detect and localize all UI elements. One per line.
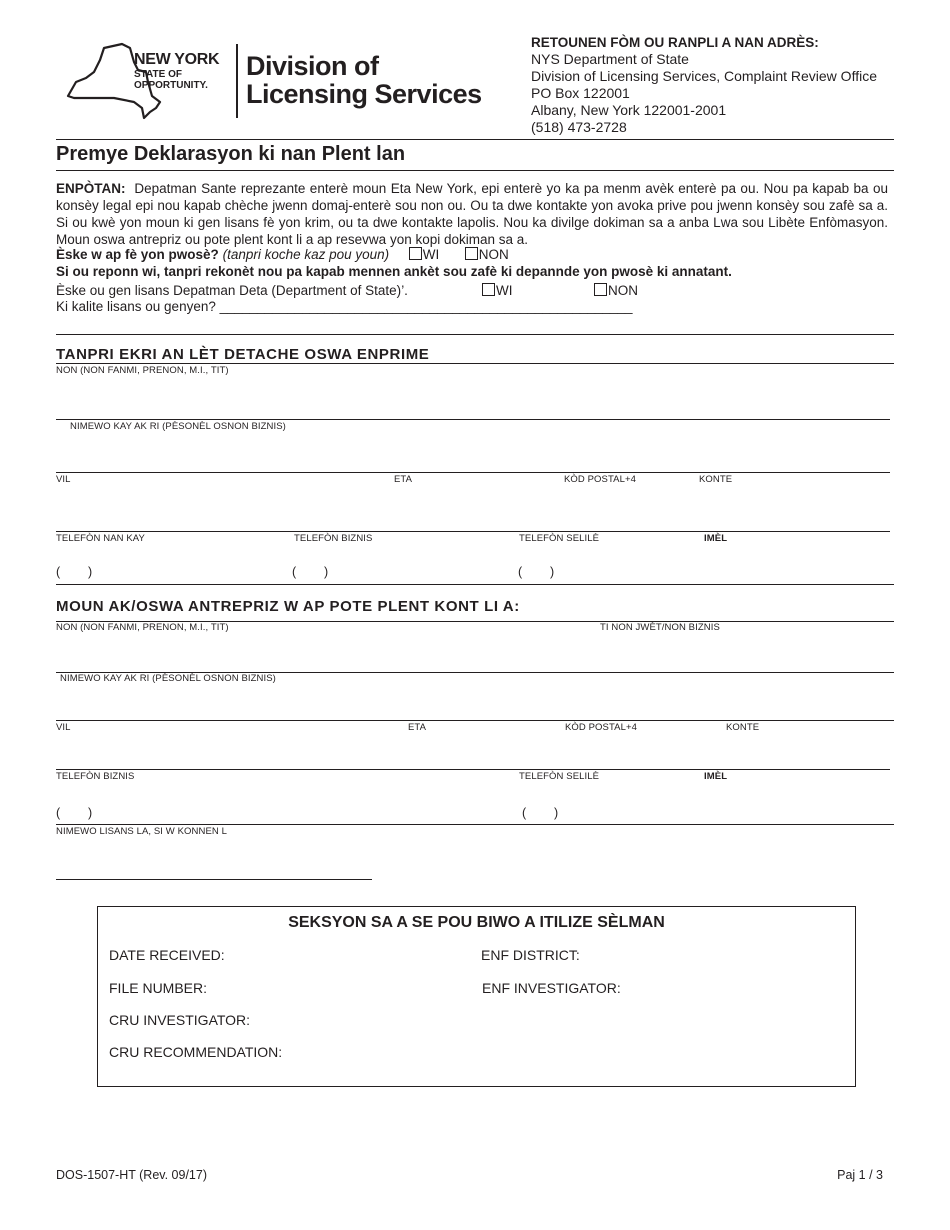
checkbox-icon <box>482 283 495 296</box>
respondent-city-input[interactable] <box>56 735 401 768</box>
license-yes-label: WI <box>496 283 513 298</box>
respondent-license-input[interactable] <box>56 840 372 878</box>
cru-recommendation-label: CRU RECOMMENDATION: <box>109 1044 283 1060</box>
complainant-zip-input[interactable] <box>564 487 694 530</box>
return-address-line4: Albany, New York 122001-2001 <box>531 102 727 118</box>
license-question-label: Èske ou gen lisans Depatman Deta (Department of State) <box>56 283 402 298</box>
respondent-state-input[interactable] <box>408 735 558 768</box>
complainant-email-input[interactable] <box>704 548 890 583</box>
respondent-business-phone-label: TELEFÒN BIZNIS <box>56 771 135 782</box>
complainant-business-phone-label: TELEFÒN BIZNIS <box>294 533 373 544</box>
return-address-line3: PO Box 122001 <box>531 85 630 101</box>
complainant-home-phone-label: TELEFÒN NAN KAY <box>56 533 145 544</box>
complainant-name-input[interactable] <box>56 378 890 418</box>
title-rule <box>56 170 894 171</box>
respondent-address-line <box>56 720 894 721</box>
respondent-cell-phone-input[interactable]: ( ) <box>522 806 559 820</box>
respondent-county-input[interactable] <box>726 735 890 768</box>
header-rule <box>56 139 894 140</box>
form-title: Premye Deklarasyon ki nan Plent lan <box>56 143 406 165</box>
license-question-suffix: ’. <box>401 283 408 298</box>
notice-label: ENPÒTAN: <box>56 181 126 196</box>
respondent-county-label: KONTE <box>726 722 760 733</box>
complainant-phone-line <box>56 584 894 585</box>
complainant-section-title: TANPRI EKRI AN LÈT DETACHE OSWA ENPRIME <box>56 346 430 363</box>
complainant-cell-phone-input[interactable]: ( ) <box>518 565 555 579</box>
respondent-zip-input[interactable] <box>565 735 720 768</box>
office-use-box <box>97 906 856 1087</box>
license-no-label: NON <box>608 283 638 298</box>
notice-text: Depatman Sante reprezante enterè moun Eta New York, epi enterè yo ka pa menm avèk enterè pa ou. Nou pa kapab ba ou konsèy legal epi nou kapab chèche jwenn domaj-enterè sou non ou. Ou ta dwe kontakte yon avoka prive pou jwenn konsèy sou zafè sa a. Si ou kwè yon moun ki gen lisans fè yon krim, ou ta dwe kontakte lapolis. Nou ka divilge dokiman sa a anba Lwa sou Libète Enfòmasyon. Moun oswa antrepriz ou pote plent kont li a ap resevwa yon kopi dokiman sa a. <box>56 181 888 247</box>
license-type-row <box>56 299 633 314</box>
license-no-checkbox[interactable] <box>594 283 638 298</box>
respondent-section-title: MOUN AK/OSWA ANTREPRIZ W AP POTE PLENT KONT LI A: <box>56 598 520 615</box>
license-type-input[interactable]: _______________________________________________________ <box>219 299 633 314</box>
lawsuit-question-row <box>56 247 509 262</box>
complainant-county-input[interactable] <box>699 487 889 530</box>
notice-paragraph <box>56 180 888 248</box>
respondent-business-phone-input[interactable]: ( ) <box>56 806 93 820</box>
ny-logo-text <box>134 52 219 91</box>
lawsuit-warning: Si ou reponn wi, tanpri rekonèt nou pa kapab mennen ankèt sou zafè ki depannde yon pwosè ki annatant. <box>56 264 732 279</box>
division-logo-line2: Licensing Services <box>246 79 482 110</box>
respondent-phone-line <box>56 824 894 825</box>
division-logo-text <box>246 52 482 109</box>
logo-divider <box>236 44 238 118</box>
notice-rule <box>56 334 894 335</box>
complainant-address-line <box>56 472 890 473</box>
checkbox-icon <box>409 247 422 260</box>
respondent-cell-phone-label: TELEFÒN SELILÈ <box>519 771 600 782</box>
respondent-license-label: NIMEWO LISANS LA, SI W KONNEN L <box>56 826 227 837</box>
page-number: Paj 1 / 3 <box>837 1168 883 1182</box>
complainant-address-label: NIMEWO KAY AK RI (PÈSONÈL OSNON BIZNIS) <box>70 421 286 432</box>
respondent-address-input[interactable] <box>56 686 890 719</box>
complainant-zip-label: KÒD POSTAL+4 <box>564 474 637 485</box>
complainant-city-line <box>56 531 890 532</box>
enf-investigator-label: ENF INVESTIGATOR: <box>482 980 621 996</box>
license-type-label: Ki kalite lisans ou genyen? <box>56 299 216 314</box>
respondent-address-label: NIMEWO KAY AK RI (PÈSONÈL OSNON BIZNIS) <box>60 673 276 684</box>
respondent-name-input[interactable] <box>56 635 586 671</box>
ny-logo-line3: OPPORTUNITY. <box>134 80 208 91</box>
return-address-block <box>531 34 877 136</box>
respondent-name-label: NON (NON FANMI, PRENON, M.I., TIT) <box>56 622 229 633</box>
division-logo-line1: Division of <box>246 51 379 81</box>
lawsuit-yes-checkbox[interactable] <box>409 247 440 262</box>
file-number-label: FILE NUMBER: <box>109 980 208 996</box>
complainant-business-phone-input[interactable]: ( ) <box>292 565 329 579</box>
respondent-business-name-input[interactable] <box>600 635 890 671</box>
complainant-home-phone-input[interactable]: ( ) <box>56 565 93 579</box>
checkbox-icon <box>594 283 607 296</box>
checkbox-icon <box>465 247 478 260</box>
complainant-title-rule <box>56 363 894 364</box>
return-address-title: RETOUNEN FÒM OU RANPLI A NAN ADRÈS: <box>531 35 819 50</box>
date-received-label: DATE RECEIVED: <box>109 947 225 963</box>
lawsuit-question-label: Èske w ap fè yon pwosè? <box>56 247 219 262</box>
respondent-state-label: ETA <box>408 722 427 733</box>
lawsuit-no-checkbox[interactable] <box>465 247 509 262</box>
respondent-email-label: IMÈL <box>704 771 728 782</box>
form-id: DOS-1507-HT (Rev. 09/17) <box>56 1168 207 1182</box>
complainant-city-input[interactable] <box>56 487 386 530</box>
complainant-state-label: ETA <box>394 474 413 485</box>
respondent-zip-label: KÒD POSTAL+4 <box>565 722 638 733</box>
office-use-title: SEKSYON SA A SE POU BIWO A ITILIZE SÈLMAN <box>288 914 665 931</box>
return-address-line1: NYS Department of State <box>531 51 689 67</box>
license-question-row <box>56 283 408 298</box>
respondent-license-line <box>56 879 372 880</box>
ny-logo-line2: STATE OF <box>134 69 182 80</box>
complainant-cell-phone-label: TELEFÒN SELILÈ <box>519 533 600 544</box>
complainant-state-input[interactable] <box>394 487 559 530</box>
lawsuit-yes-label: WI <box>422 247 440 262</box>
complainant-name-label: NON (NON FANMI, PRENON, M.I., TIT) <box>56 365 229 376</box>
return-address-line2: Division of Licensing Services, Complaint Review Office <box>531 68 877 84</box>
respondent-city-line <box>56 769 890 770</box>
complainant-address-input[interactable] <box>56 434 890 471</box>
lawsuit-question-hint: (tanpri koche kaz pou youn) <box>222 247 390 262</box>
lawsuit-no-label: NON <box>478 247 509 262</box>
license-yes-checkbox[interactable] <box>482 283 513 298</box>
complainant-county-label: KONTE <box>699 474 733 485</box>
respondent-city-label: VIL <box>56 722 71 733</box>
cru-investigator-label: CRU INVESTIGATOR: <box>109 1012 251 1028</box>
complainant-email-label: IMÈL <box>704 533 728 544</box>
enf-district-label: ENF DISTRICT: <box>481 947 580 963</box>
complainant-name-line <box>56 419 890 420</box>
respondent-email-input[interactable] <box>704 786 890 822</box>
ny-logo-line1: NEW YORK <box>134 51 220 68</box>
complainant-city-label: VIL <box>56 474 71 485</box>
respondent-business-name-label: TI NON JWÈT/NON BIZNIS <box>600 622 720 633</box>
return-address-line5: (518) 473-2728 <box>531 119 627 135</box>
